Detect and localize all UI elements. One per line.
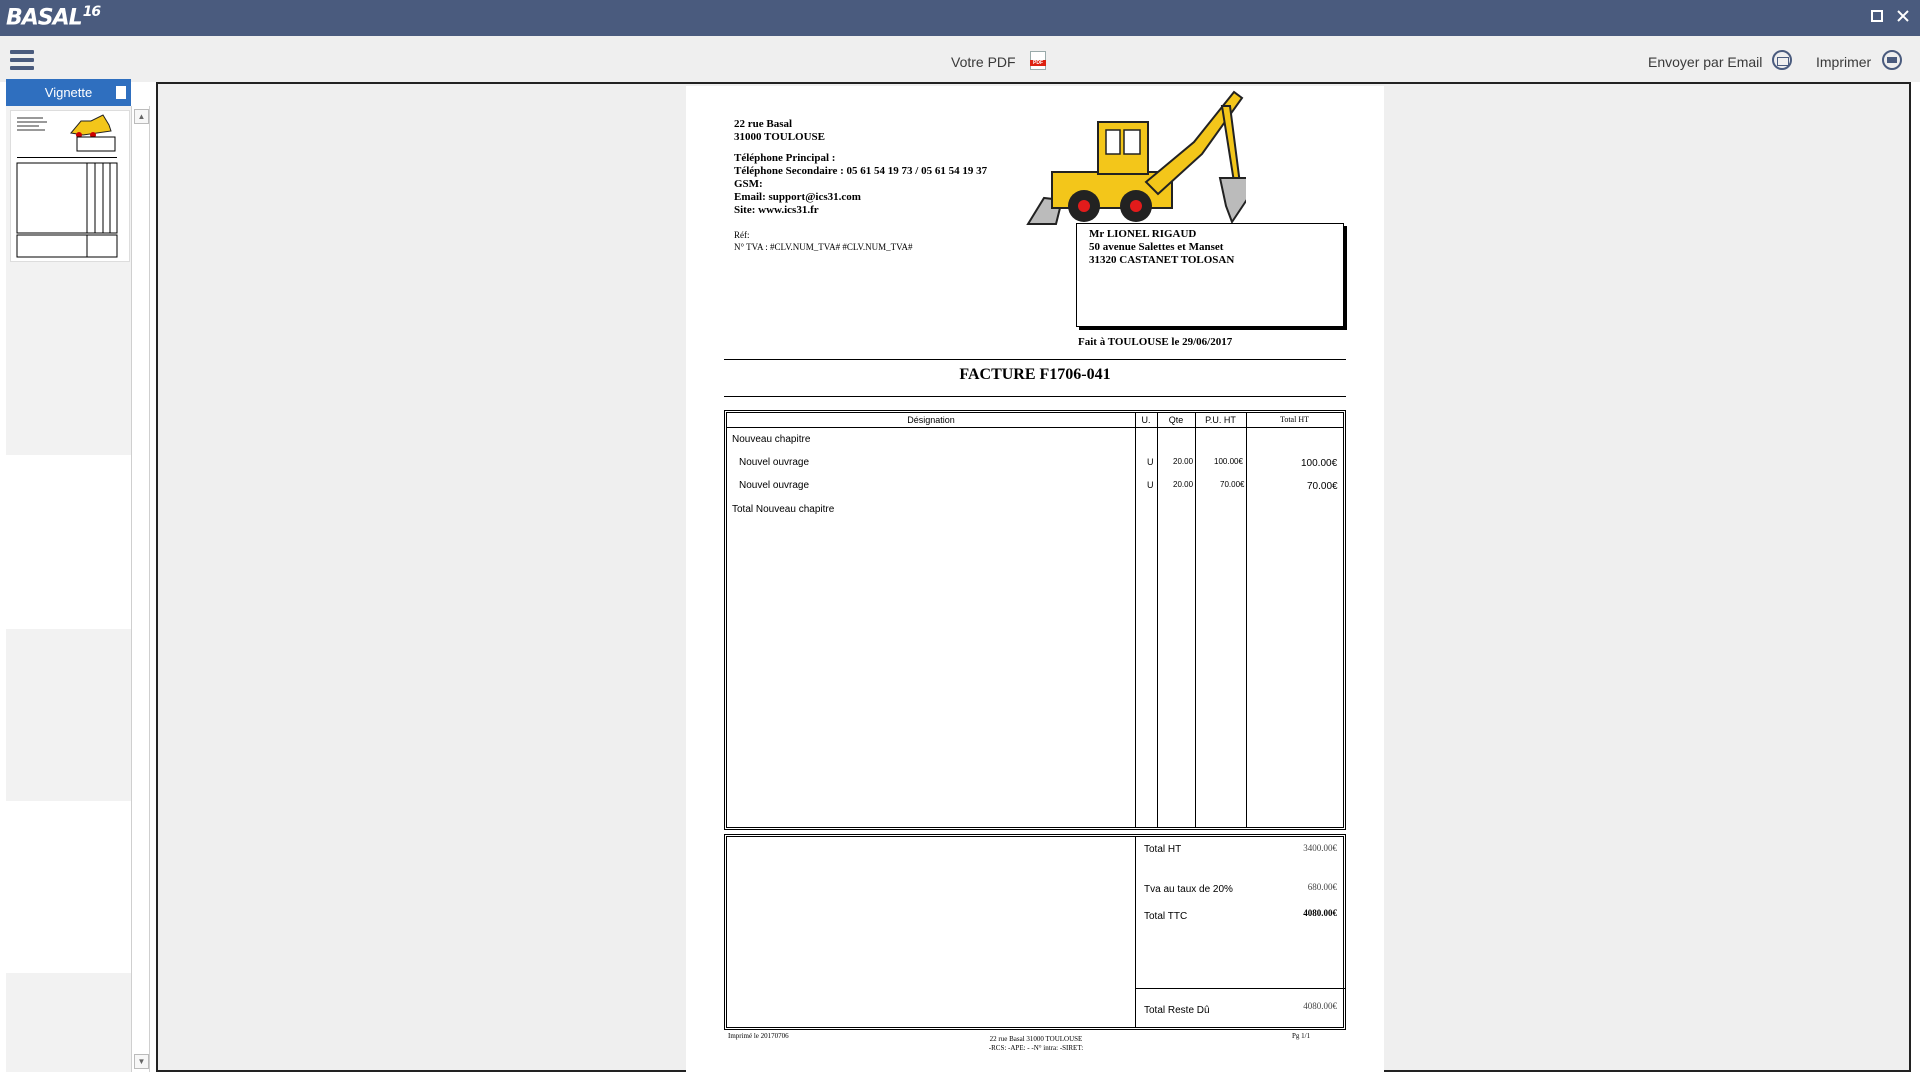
row-qty: 20.00 [1173,480,1194,489]
reste-du-value: 4080.00€ [1303,1001,1337,1011]
sender-address [734,118,987,252]
row-designation: Nouvel ouvrage [739,480,810,491]
email-icon[interactable] [1772,50,1792,70]
scroll-down-icon[interactable]: ▼ [134,1054,149,1069]
total-ttc-value: 4080.00€ [1303,908,1337,918]
row-pu: 70.00€ [1220,480,1245,489]
total-ttc-label: Total TTC [1144,911,1188,922]
footer-address: 22 rue Basal 31000 TOULOUSE [989,1035,1083,1043]
sender-city: 31000 TOULOUSE [734,131,825,143]
invoice-title: FACTURE F1706-041 [959,366,1111,383]
row-designation: Nouvel ouvrage [739,457,810,468]
total-ht-value: 3400.00€ [1303,843,1337,853]
totals-block [724,834,1346,1030]
col-unit: U. [1141,415,1151,425]
panel-band [6,629,131,801]
col-qty: Qte [1168,415,1184,425]
row-qty: 20.00 [1173,457,1194,466]
toolbar [0,36,1920,82]
row-unit: U [1147,457,1154,467]
send-email-button[interactable]: Envoyer par Email [1648,54,1763,70]
thumbnail-panel [6,79,131,1072]
client-address-box [1076,223,1344,327]
col-total-ht: Total HT [1280,415,1309,424]
client-name: Mr LIONEL RIGAUD [1089,228,1197,240]
invoice-table [724,410,1346,830]
page-thumbnail[interactable] [10,110,130,262]
client-street: 50 avenue Salettes et Manset [1089,241,1224,253]
chapter-total-label: Total Nouveau chapitre [732,504,835,515]
sender-phone-main: Téléphone Principal : [734,152,836,164]
print-button[interactable]: Imprimer [1816,54,1872,70]
app-logo: BASAL$^{16}$ [6,4,101,31]
sender-gsm: GSM: [734,178,763,190]
total-ht-label: Total HT [1144,844,1182,855]
reste-du-label: Total Reste Dû [1144,1005,1210,1016]
date-line: Fait à TOULOUSE le 29/06/2017 [1078,336,1233,348]
close-icon[interactable] [1894,8,1912,26]
row-total: 100.00€ [1301,458,1338,469]
col-pu-ht: P.U. HT [1205,415,1236,425]
thumbnail-scrollbar[interactable] [131,106,150,1072]
hamburger-menu-icon[interactable] [10,50,34,70]
sender-ref: Réf: [734,230,750,240]
sender-phone-secondary: Téléphone Secondaire : 05 61 54 19 73 / 05 61 54 19 37 [734,165,988,177]
tva-label: Tva au taux de 20% [1144,884,1233,895]
title-bar [0,0,1920,36]
footer-printed: Imprimé le 20170706 [728,1032,789,1040]
divider [724,359,1346,360]
row-total: 70.00€ [1307,481,1338,492]
tva-value: 680.00€ [1307,882,1337,892]
sender-tva: N° TVA : #CLV.NUM_TVA# #CLV.NUM_TVA# [734,242,913,252]
sender-site: Site: www.ics31.fr [734,204,819,216]
sender-email: Email: support@ics31.com [734,191,861,203]
invoice-page [686,86,1384,1072]
panel-band [6,973,131,1072]
client-city: 31320 CASTANET TOLOSAN [1089,254,1235,266]
tab-vignette[interactable]: Vignette [6,79,131,106]
maximize-icon[interactable] [1868,8,1886,26]
row-pu: 100.00€ [1214,457,1243,466]
col-designation: Désignation [907,415,955,425]
backhoe-logo [1026,86,1246,226]
trash-icon[interactable] [115,85,127,100]
pdf-label: Votre PDF [951,54,1016,70]
footer-page: Pg 1/1 [1292,1032,1311,1040]
print-icon[interactable] [1882,50,1902,70]
pdf-icon[interactable]: PDF [1030,51,1046,70]
divider [724,396,1346,397]
footer-legal: -RCS: -APE: - -N° intra: -SIRET: [988,1044,1084,1052]
row-unit: U [1147,480,1154,490]
chapter-label: Nouveau chapitre [732,434,811,445]
sender-street: 22 rue Basal [734,118,793,130]
scroll-up-icon[interactable]: ▲ [134,109,149,124]
